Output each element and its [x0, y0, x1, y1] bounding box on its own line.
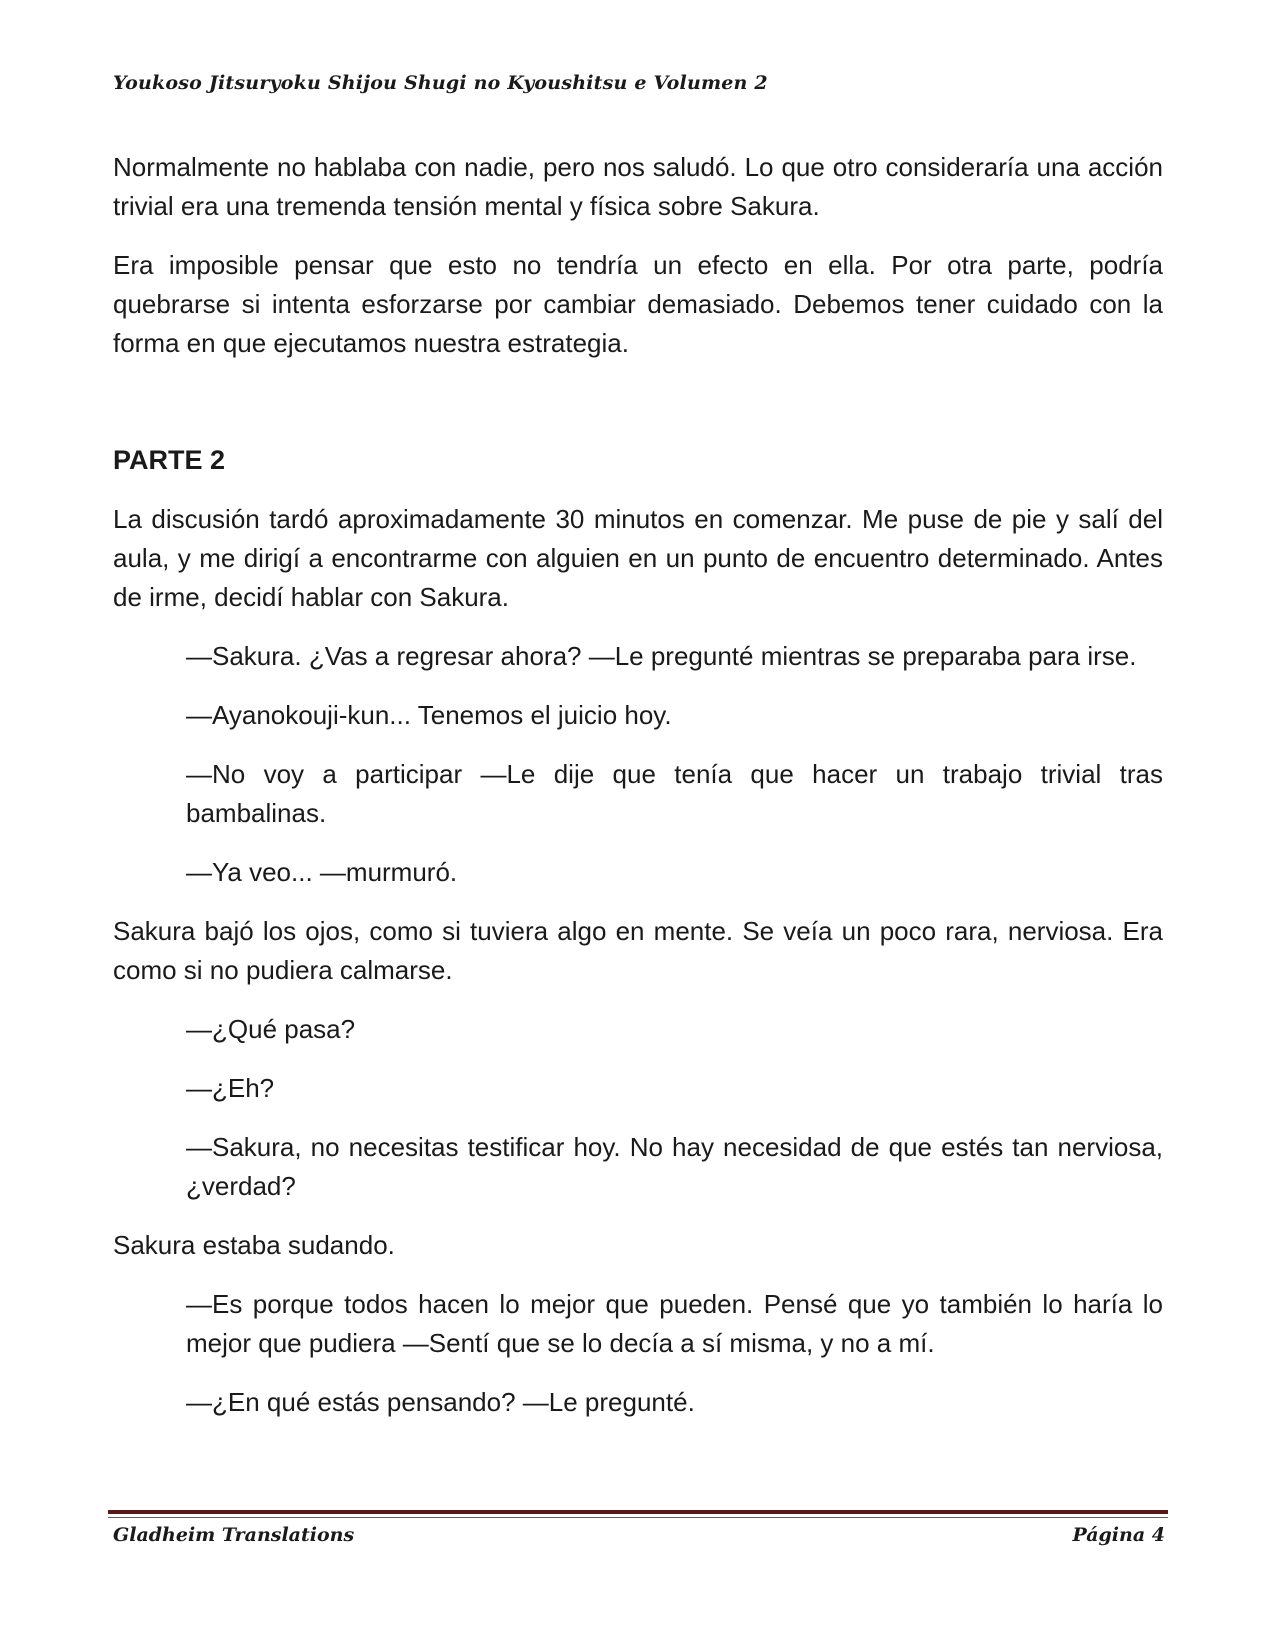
section-heading: PARTE 2	[113, 445, 226, 475]
paragraph: Normalmente no hablaba con nadie, pero nos saludó. Lo que otro consideraría una acción trivial era una tremenda tensión mental y física sobre Sakura.	[113, 152, 1163, 221]
dialogue-line: —No voy a participar —Le dije que tenía que hacer un trabajo trivial tras bambalinas.	[186, 759, 1163, 828]
paragraph: Era imposible pensar que esto no tendría un efecto en ella. Por otra parte, podría quebrarse si intenta esforzarse por cambiar demasiado. Debemos tener cuidado con la forma en que ejecutamos nuestra estrategia.	[113, 250, 1163, 358]
paragraph: Sakura bajó los ojos, como si tuviera algo en mente. Se veía un poco rara, nerviosa. Era como si no pudiera calmarse.	[113, 916, 1163, 985]
footer-page-number: Página 4	[1072, 1524, 1165, 1546]
footer-divider	[108, 1510, 1168, 1514]
page-header-title: Youkoso Jitsuryoku Shijou Shugi no Kyoushitsu e Volumen 2	[113, 72, 768, 94]
dialogue-line: —¿En qué estás pensando? —Le pregunté.	[186, 1387, 695, 1417]
page-body	[113, 148, 1163, 1442]
paragraph: Sakura estaba sudando.	[113, 1230, 395, 1260]
dialogue-line: —¿Qué pasa?	[186, 1014, 356, 1044]
dialogue-line: —Sakura. ¿Vas a regresar ahora? —Le pregunté mientras se preparaba para irse.	[186, 641, 1137, 671]
paragraph: La discusión tardó aproximadamente 30 minutos en comenzar. Me puse de pie y salí del aula, y me dirigí a encontrarme con alguien en un punto de encuentro determinado. Antes de irme, decidí hablar con Sakura.	[113, 504, 1163, 612]
dialogue-line: —Ayanokouji-kun... Tenemos el juicio hoy.	[186, 700, 672, 730]
footer-publisher: Gladheim Translations	[113, 1524, 355, 1546]
dialogue-line: —Ya veo... —murmuró.	[186, 857, 458, 887]
dialogue-line: —Es porque todos hacen lo mejor que pueden. Pensé que yo también lo haría lo mejor que pudiera —Sentí que se lo decía a sí misma, y no a mí.	[186, 1289, 1163, 1358]
dialogue-line: —¿Eh?	[186, 1073, 275, 1103]
footer-divider-thin	[108, 1517, 1168, 1518]
dialogue-line: —Sakura, no necesitas testificar hoy. No hay necesidad de que estés tan nerviosa, ¿verdad?	[186, 1132, 1163, 1201]
